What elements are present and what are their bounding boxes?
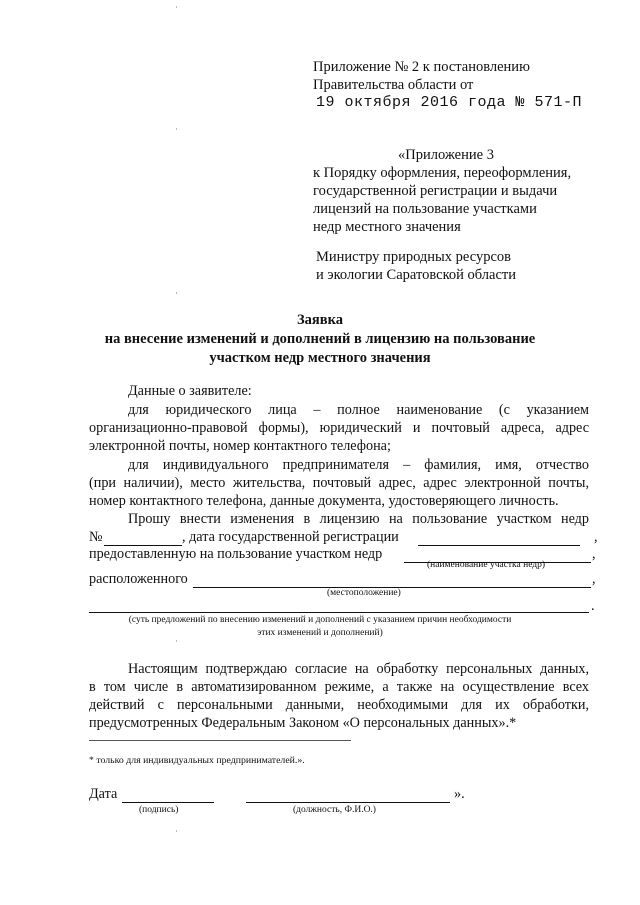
scan-dot [176,128,177,130]
legal-entity-line-2: организационно-правовой формы), юридический и почтовый адреса, адрес [89,420,589,436]
footnote-text: * только для индивидуальных предпринимателей.». [89,755,305,766]
comma: , [592,546,596,562]
addressee-line-1: Министру природных ресурсов [316,249,511,265]
appendix-line-2: к Порядку оформления, переоформления, [313,165,572,181]
resolution-annex-line-1: Приложение № 2 к постановлению [313,59,530,75]
signature-hint: (подпись) [139,805,179,815]
document-subtitle-line-2: участком недр местного значения [209,350,431,366]
registration-date-label: , дата государственной регистрации [182,529,399,545]
appendix-number: «Приложение 3 [398,147,494,163]
scan-dot [176,640,177,642]
consent-line-3: действий с персональными данными, необходимыми для их обработки, [89,697,589,713]
location-hint: (местоположение) [327,588,401,598]
number-sign: № [89,529,103,545]
document-subtitle-line-1: на внесение изменений и дополнений в лицензию на пользование [104,331,536,347]
addressee-line-2: и экологии Саратовской области [316,267,516,283]
signature-field[interactable] [122,802,214,803]
essence-field[interactable] [89,612,589,613]
legal-entity-line-3: электронной почты, номер контактного телефона; [89,438,391,454]
appendix-line-5: недр местного значения [313,219,461,235]
essence-hint-1: (суть предложений по внесению изменений и дополнений с указанием причин необходимости [128,615,512,625]
registration-date-field[interactable] [418,545,580,546]
consent-line-2: в том числе в автоматизированном режиме, а также на осуществление всех [89,679,589,695]
consent-line-1: Настоящим подтверждаю согласие на обработку персональных данных, [128,661,589,677]
entrepreneur-line-3: номер контактного телефона, данные документа, удостоверяющего личность. [89,493,559,509]
entrepreneur-line-1: для индивидуального предпринимателя – фамилия, имя, отчество [128,457,589,473]
essence-hint-2: этих изменений и дополнений) [257,628,383,638]
legal-entity-line-1: для юридического лица – полное наименование (с указанием [128,402,589,418]
site-name-hint: (наименование участка недр) [427,560,546,570]
position-name-field[interactable] [246,802,450,803]
period: . [591,598,595,614]
appendix-line-4: лицензий на пользование участками [313,201,537,217]
scan-dot [176,6,177,8]
request-line-1: Прошу внести изменения в лицензию на пользование участком недр [128,511,589,527]
resolution-date-stamp: 19 октября 2016 года № 571-П [316,94,583,111]
comma: , [594,529,598,545]
entrepreneur-line-2: (при наличии), место жительства, почтовый адрес, адрес электронной почты, [89,475,589,491]
scan-dot [176,292,177,294]
appendix-line-3: государственной регистрации и выдачи [313,183,558,199]
position-hint: (должность, Ф.И.О.) [293,805,376,815]
granted-label: предоставленную на пользование участком недр [89,546,383,562]
resolution-annex-line-2: Правительства области от [313,77,474,93]
footnote-separator [89,740,351,741]
applicant-heading: Данные о заявителе: [128,383,252,399]
closing-quote: ». [454,786,465,802]
scan-dot [176,830,177,832]
date-label: Дата [89,786,118,802]
comma: , [592,571,596,587]
document-title: Заявка [297,312,343,328]
consent-line-4: предусмотренных Федеральным Законом «О персональных данных».* [89,715,517,731]
located-label: расположенного [89,571,188,587]
